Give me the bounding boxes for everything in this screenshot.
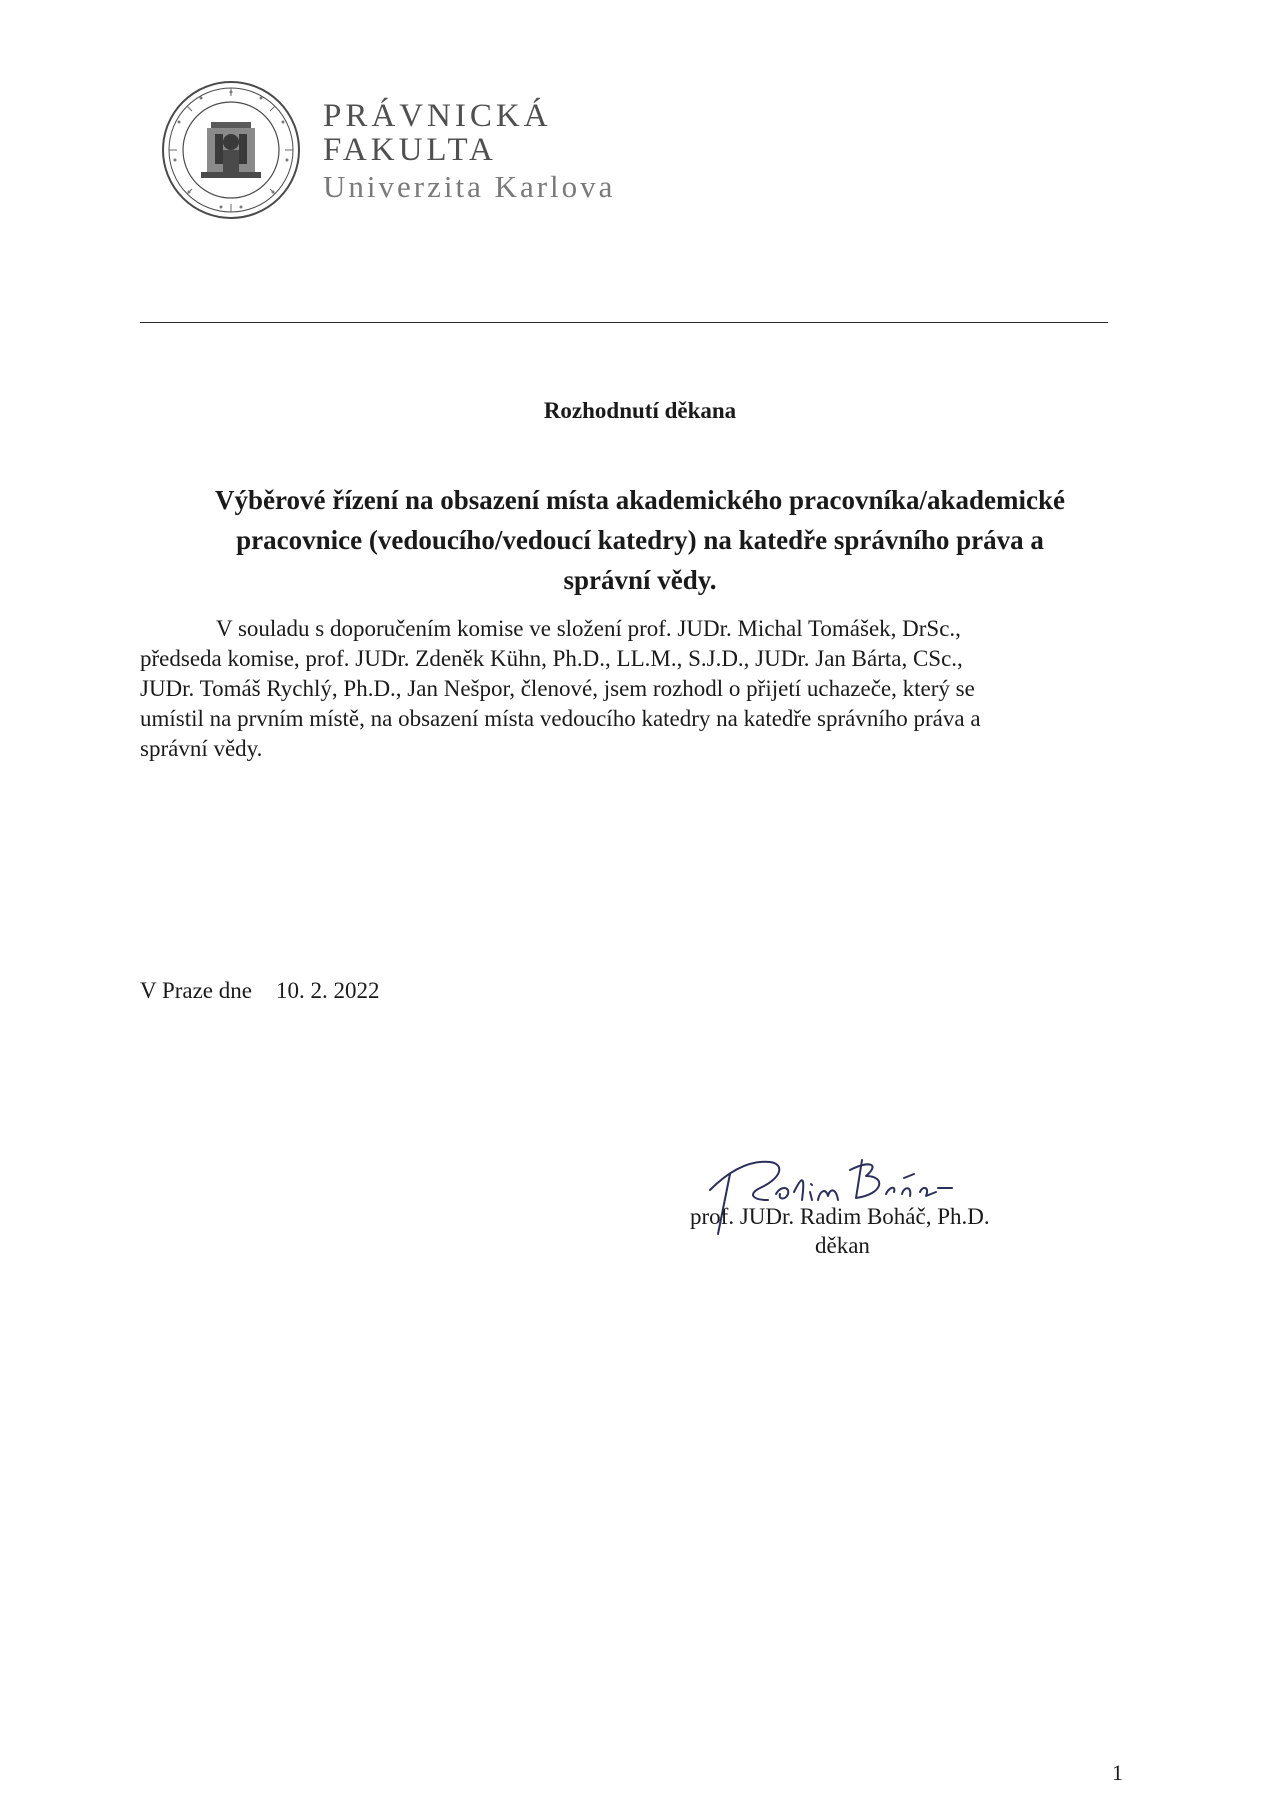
university-name: Univerzita Karlova: [323, 169, 616, 204]
place-and-date: [140, 978, 379, 1004]
paragraph-line: V souladu s doporučením komise ve složení prof. JUDr. Michal Tomášek, DrSc.,: [216, 616, 961, 641]
document-subject: [150, 480, 1130, 600]
subject-line: Výběrové řízení na obsazení místa akademického pracovníka/akademické: [215, 485, 1065, 515]
paragraph-line: umístil na prvním místě, na obsazení místa vedoucího katedry na katedře správního práva a: [140, 706, 981, 731]
page-number: 1: [1112, 1760, 1123, 1785]
subject-line: správní vědy.: [563, 565, 717, 595]
faculty-name-line2: FAKULTA: [323, 132, 497, 168]
paragraph-line: JUDr. Tomáš Rychlý, Ph.D., Jan Nešpor, členové, jsem rozhodl o přijetí uchazeče, který se: [140, 676, 975, 701]
decision-paragraph: [140, 614, 1140, 764]
signer-role: děkan: [815, 1233, 870, 1258]
paragraph-line: předseda komise, prof. JUDr. Zdeněk Kühn, Ph.D., LL.M., S.J.D., JUDr. Jan Bárta, CSc.,: [140, 646, 963, 671]
document-date: 10. 2. 2022: [275, 978, 380, 1003]
university-seal-logo: [161, 80, 301, 220]
subject-line: pracovnice (vedoucího/vedoucí katedry) na katedře správního práva a: [236, 525, 1044, 555]
faculty-wordmark: [323, 99, 615, 207]
paragraph-line: správní vědy.: [140, 736, 263, 761]
header-divider: [140, 322, 1108, 323]
faculty-name-line1: PRÁVNICKÁ: [323, 98, 552, 134]
signer-name: prof. JUDr. Radim Boháč, Ph.D.: [690, 1204, 990, 1229]
place-label: V Praze dne: [140, 978, 252, 1003]
document-title: Rozhodnutí děkana: [543, 398, 737, 423]
